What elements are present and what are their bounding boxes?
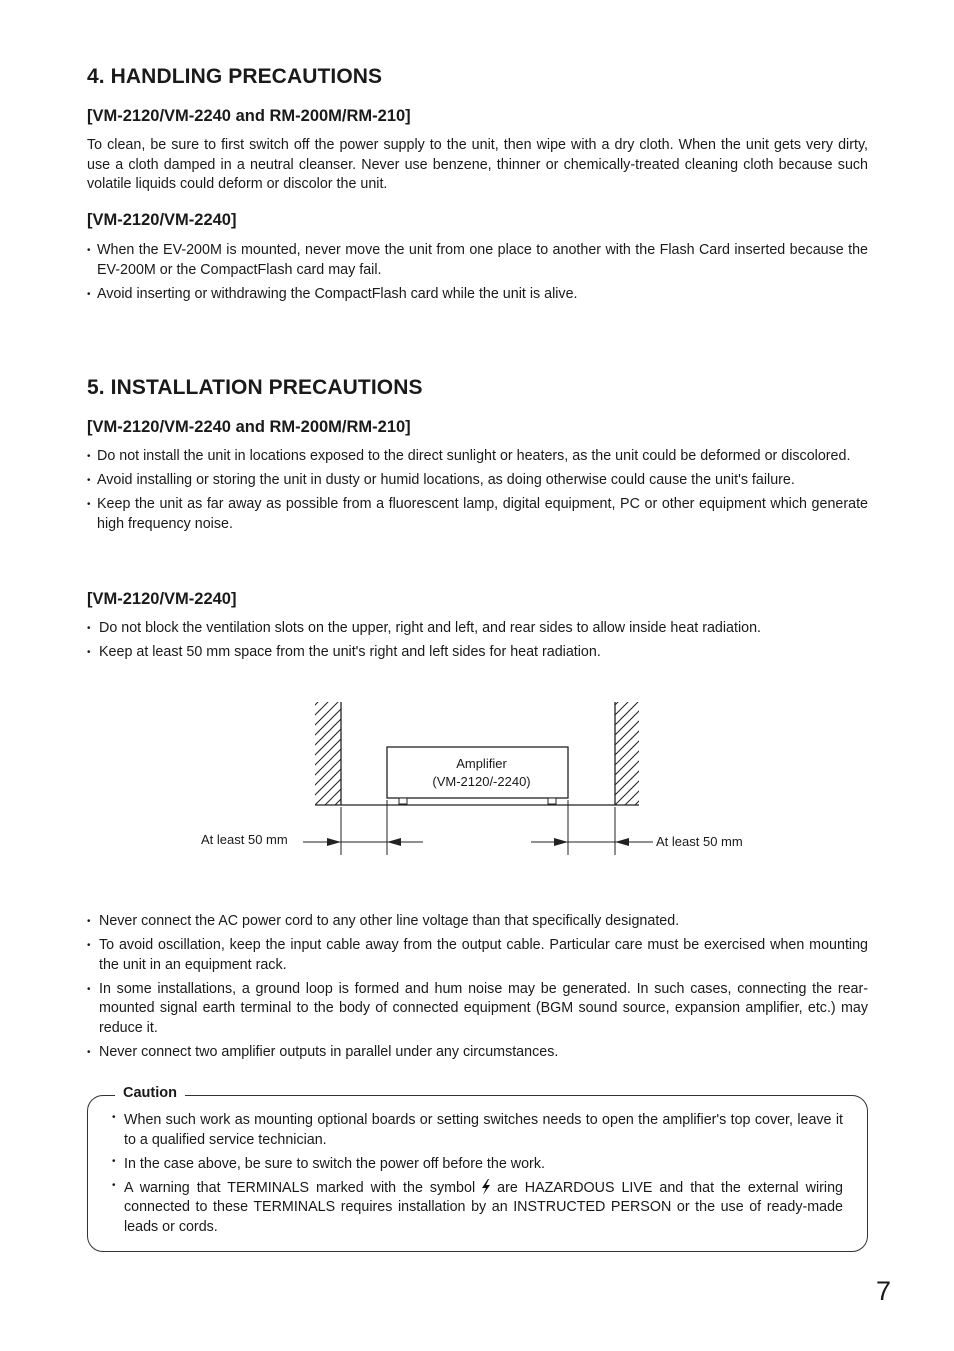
section-5-subheading-vm: [VM-2120/VM-2240] [87,590,237,608]
list-item: • Keep the unit as far away as possible from a fluorescent lamp, digital equipment, PC or other equipment which generate high frequency noise. [87,495,868,534]
section-5-bullet-list-2 [87,619,868,667]
list-item [112,1179,843,1238]
arrow-icon [327,838,341,846]
section-4-subheading-vm: [VM-2120/VM-2240] [87,211,237,229]
list-item: • To avoid oscillation, keep the input cable away from the output cable. Particular care must be exercised when mounting the unit in an equipment rack. [87,936,868,975]
list-item: • Do not block the ventilation slots on the upper, right and left, and rear sides to allow inside heat radiation. [87,619,868,639]
caution-item3-before: A warning that TERMINALS marked with the symbol [124,1179,476,1196]
arrow-icon [554,838,568,846]
caution-title: Caution [115,1085,185,1101]
section-5-subheading-all-models: [VM-2120/VM-2240 and RM-200M/RM-210] [87,418,411,436]
left-clearance-label: At least 50 mm [201,832,288,847]
cleaning-paragraph: To clean, be sure to first switch off the power supply to the unit, then wipe with a dry cloth. When the unit gets very dirty, use a cloth damped in a neutral cleanser. Never use benzene, thinner or chemically-treated cleaning cloth because such volatile liquids could deform or discolor the unit. [87,137,868,192]
amplifier-label-line2: (VM-2120/-2240) [432,774,531,789]
list-item: • When such work as mounting optional boards or setting switches needs to open the amplifier's top cover, leave it to a qualified service technician. [112,1111,843,1150]
left-wall-hatch [305,695,365,835]
page-number: 7 [876,1276,892,1306]
section-5-bullet-list-1 [87,447,868,539]
list-item: • Avoid inserting or withdrawing the CompactFlash card while the unit is alive. [87,285,868,305]
section-4-subheading-all-models: [VM-2120/VM-2240 and RM-200M/RM-210] [87,107,411,125]
right-clearance-label: At least 50 mm [656,834,743,849]
section-5-title: 5. INSTALLATION PRECAUTIONS [87,376,423,399]
arrow-icon [615,838,629,846]
list-item: • Avoid installing or storing the unit in dusty or humid locations, as doing otherwise could cause the unit's failure. [87,471,868,491]
amplifier-label [391,755,572,791]
section-4-title: 4. HANDLING PRECAUTIONS [87,65,383,88]
section-4-bullet-list [87,241,868,309]
list-item: • Do not install the unit in locations exposed to the direct sunlight or heaters, as the unit could be deformed or discolored. [87,447,868,467]
section-5-bullet-list-3 [87,912,868,1067]
amplifier-label-line1: Amplifier [456,756,507,771]
arrow-icon [387,838,401,846]
list-item: • Never connect two amplifier outputs in parallel under any circumstances. [87,1043,868,1063]
list-item: • In the case above, be sure to switch the power off before the work. [112,1155,843,1175]
caution-item3-after: are HAZARDOUS LIVE and that the external wiring connected to these TERMINALS requires installation by an INSTRUCTED PERSON or the use of ready-made leads or cords. [124,1179,843,1235]
caution-list [112,1111,843,1242]
clearance-diagram [195,695,765,865]
list-item: • When the EV-200M is mounted, never move the unit from one place to another with the Flash Card inserted because the EV-200M or the CompactFlash card may fail. [87,241,868,280]
list-item: • Keep at least 50 mm space from the unit's right and left sides for heat radiation. [87,643,868,663]
hazardous-live-bolt-icon [479,1179,493,1195]
right-wall-hatch [605,695,665,835]
list-item: • Never connect the AC power cord to any other line voltage than that specifically designated. [87,912,868,932]
list-item: • In some installations, a ground loop is formed and hum noise may be generated. In such cases, connecting the rear-mounted signal earth terminal to the body of connected equipment (BGM sound source, expansion amplifier, etc.) may reduce it. [87,980,868,1039]
